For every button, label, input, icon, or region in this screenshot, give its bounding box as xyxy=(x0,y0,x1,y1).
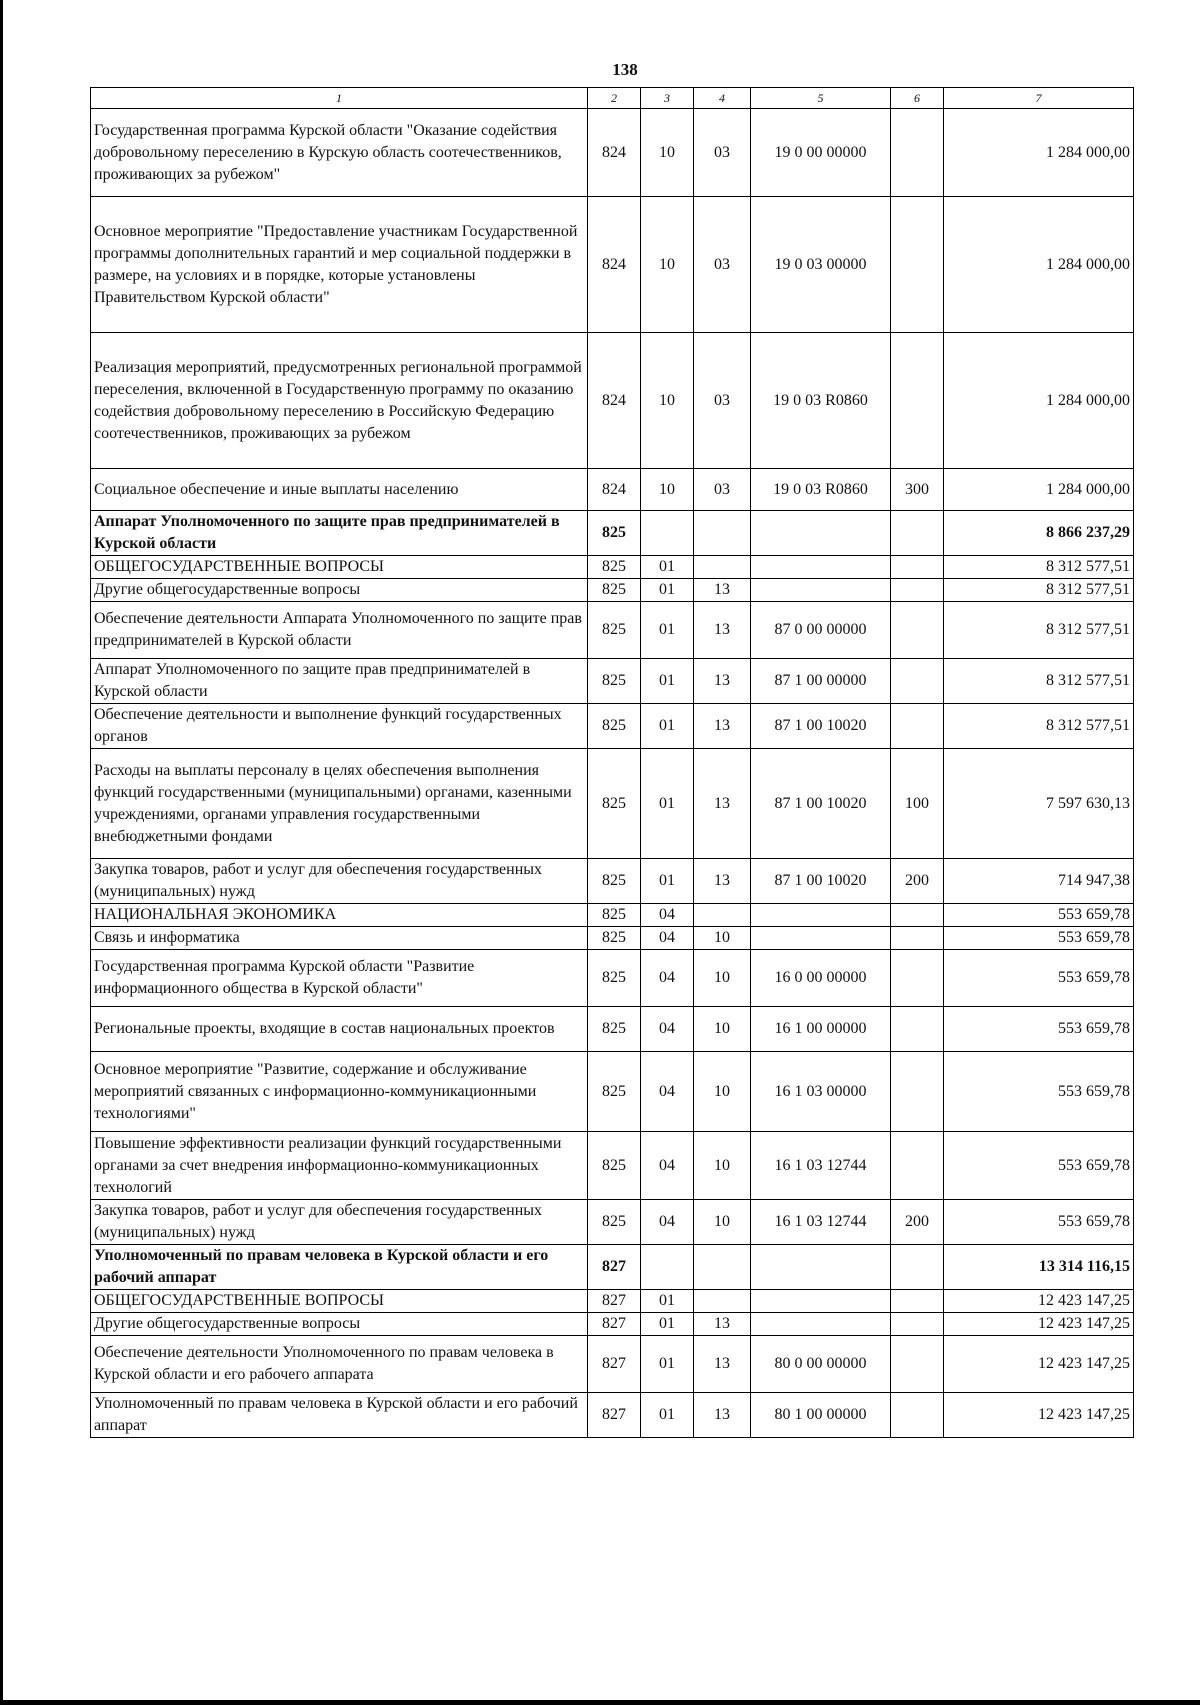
row-csr xyxy=(751,579,891,602)
row-vr xyxy=(891,659,944,704)
row-csr: 16 1 03 12744 xyxy=(751,1132,891,1200)
row-csr: 87 1 00 10020 xyxy=(751,859,891,904)
row-csr xyxy=(751,556,891,579)
row-name: Закупка товаров, работ и услуг для обеспечения государственных (муниципальных) нужд xyxy=(91,859,588,904)
table-row xyxy=(91,1007,1134,1052)
row-name: Аппарат Уполномоченного по защите прав предпринимателей в Курской области xyxy=(91,659,588,704)
table-row xyxy=(91,469,1134,511)
row-rz: 04 xyxy=(641,1052,694,1132)
row-ved: 825 xyxy=(588,1200,641,1245)
table-row xyxy=(91,1052,1134,1132)
table-row xyxy=(91,1132,1134,1200)
row-ved: 824 xyxy=(588,333,641,469)
row-ved: 825 xyxy=(588,556,641,579)
row-sum: 12 423 147,25 xyxy=(944,1290,1134,1313)
row-csr: 19 0 03 R0860 xyxy=(751,333,891,469)
row-name: Основное мероприятие "Развитие, содержание и обслуживание мероприятий связанных с информационно-коммуникационными технологиями" xyxy=(91,1052,588,1132)
row-ved: 827 xyxy=(588,1313,641,1336)
row-sum: 553 659,78 xyxy=(944,950,1134,1007)
row-pr: 10 xyxy=(694,927,751,950)
row-name: ОБЩЕГОСУДАРСТВЕННЫЕ ВОПРОСЫ xyxy=(91,556,588,579)
row-sum: 12 423 147,25 xyxy=(944,1336,1134,1393)
row-pr: 13 xyxy=(694,659,751,704)
row-rz: 10 xyxy=(641,469,694,511)
table-row xyxy=(91,1245,1134,1290)
table-row xyxy=(91,1200,1134,1245)
row-rz: 04 xyxy=(641,1200,694,1245)
row-vr xyxy=(891,333,944,469)
page-number: 138 xyxy=(612,60,638,79)
row-csr: 80 1 00 00000 xyxy=(751,1393,891,1438)
row-vr: 200 xyxy=(891,1200,944,1245)
row-rz: 10 xyxy=(641,109,694,197)
row-ved: 825 xyxy=(588,749,641,859)
row-rz xyxy=(641,1245,694,1290)
row-vr xyxy=(891,1290,944,1313)
row-vr xyxy=(891,602,944,659)
row-vr xyxy=(891,1245,944,1290)
table-row xyxy=(91,579,1134,602)
row-rz: 01 xyxy=(641,1290,694,1313)
row-csr xyxy=(751,1290,891,1313)
scan-edge-left xyxy=(0,0,3,1705)
row-name: Другие общегосударственные вопросы xyxy=(91,1313,588,1336)
row-pr xyxy=(694,556,751,579)
row-ved: 825 xyxy=(588,927,641,950)
row-vr: 300 xyxy=(891,469,944,511)
row-ved: 825 xyxy=(588,659,641,704)
row-csr: 16 1 03 12744 xyxy=(751,1200,891,1245)
row-ved: 825 xyxy=(588,950,641,1007)
row-ved: 827 xyxy=(588,1245,641,1290)
row-name: Региональные проекты, входящие в состав национальных проектов xyxy=(91,1007,588,1052)
row-csr xyxy=(751,927,891,950)
row-pr: 10 xyxy=(694,1052,751,1132)
table-row xyxy=(91,1393,1134,1438)
row-ved: 827 xyxy=(588,1336,641,1393)
row-pr: 13 xyxy=(694,1313,751,1336)
row-ved: 825 xyxy=(588,579,641,602)
row-rz: 01 xyxy=(641,859,694,904)
header-col-3: 3 xyxy=(641,88,694,109)
row-vr xyxy=(891,579,944,602)
row-vr xyxy=(891,109,944,197)
row-csr: 16 0 00 00000 xyxy=(751,950,891,1007)
row-vr xyxy=(891,1393,944,1438)
row-ved: 825 xyxy=(588,602,641,659)
row-name: ОБЩЕГОСУДАРСТВЕННЫЕ ВОПРОСЫ xyxy=(91,1290,588,1313)
row-name: Социальное обеспечение и иные выплаты населению xyxy=(91,469,588,511)
table-row xyxy=(91,556,1134,579)
row-sum: 7 597 630,13 xyxy=(944,749,1134,859)
row-csr: 16 1 00 00000 xyxy=(751,1007,891,1052)
row-sum: 553 659,78 xyxy=(944,1132,1134,1200)
row-ved: 827 xyxy=(588,1393,641,1438)
row-sum: 13 314 116,15 xyxy=(944,1245,1134,1290)
table-row xyxy=(91,859,1134,904)
row-vr xyxy=(891,1007,944,1052)
row-csr: 19 0 00 00000 xyxy=(751,109,891,197)
header-col-6: 6 xyxy=(891,88,944,109)
row-sum: 8 312 577,51 xyxy=(944,579,1134,602)
row-csr: 19 0 03 00000 xyxy=(751,197,891,333)
row-name: Другие общегосударственные вопросы xyxy=(91,579,588,602)
table-row xyxy=(91,333,1134,469)
header-col-4: 4 xyxy=(694,88,751,109)
row-name: Уполномоченный по правам человека в Курской области и его рабочий аппарат xyxy=(91,1245,588,1290)
row-sum: 553 659,78 xyxy=(944,1052,1134,1132)
row-rz: 01 xyxy=(641,602,694,659)
table-row xyxy=(91,659,1134,704)
row-vr xyxy=(891,950,944,1007)
row-sum: 8 866 237,29 xyxy=(944,511,1134,556)
row-csr: 87 1 00 10020 xyxy=(751,749,891,859)
row-rz: 01 xyxy=(641,1393,694,1438)
row-pr: 10 xyxy=(694,950,751,1007)
row-rz: 01 xyxy=(641,749,694,859)
table-row xyxy=(91,109,1134,197)
row-csr: 16 1 03 00000 xyxy=(751,1052,891,1132)
row-ved: 825 xyxy=(588,904,641,927)
row-name: Государственная программа Курской области "Оказание содействия добровольному переселению в Курскую область соотечественников, проживающих за рубежом" xyxy=(91,109,588,197)
row-name: Обеспечение деятельности Уполномоченного по правам человека в Курской области и его рабочего аппарата xyxy=(91,1336,588,1393)
row-pr xyxy=(694,1245,751,1290)
row-pr: 13 xyxy=(694,602,751,659)
row-sum: 553 659,78 xyxy=(944,1007,1134,1052)
table-row xyxy=(91,602,1134,659)
row-sum: 12 423 147,25 xyxy=(944,1313,1134,1336)
table-row xyxy=(91,1313,1134,1336)
row-name: Основное мероприятие "Предоставление участникам Государственной программы дополнительных гарантий и мер социальной поддержки в размере, на условиях и в порядке, которые установлены Правительством Курской области" xyxy=(91,197,588,333)
row-sum: 553 659,78 xyxy=(944,904,1134,927)
row-vr xyxy=(891,197,944,333)
row-name: Связь и информатика xyxy=(91,927,588,950)
row-pr: 13 xyxy=(694,579,751,602)
row-pr: 03 xyxy=(694,109,751,197)
column-number-header xyxy=(91,88,1134,109)
row-pr: 13 xyxy=(694,1336,751,1393)
row-rz: 04 xyxy=(641,1132,694,1200)
row-pr: 13 xyxy=(694,859,751,904)
row-name: Реализация мероприятий, предусмотренных региональной программой переселения, включенной в Государственную программу по оказанию содействия добровольному переселению в Российскую Федерацию соотечественников, проживающих за рубежом xyxy=(91,333,588,469)
row-pr: 13 xyxy=(694,749,751,859)
header-col-5: 5 xyxy=(751,88,891,109)
header-col-1: 1 xyxy=(91,88,588,109)
row-sum: 8 312 577,51 xyxy=(944,704,1134,749)
row-vr xyxy=(891,1132,944,1200)
row-ved: 825 xyxy=(588,704,641,749)
row-sum: 553 659,78 xyxy=(944,927,1134,950)
row-vr xyxy=(891,1052,944,1132)
row-rz: 04 xyxy=(641,950,694,1007)
row-ved: 824 xyxy=(588,197,641,333)
row-pr xyxy=(694,511,751,556)
row-rz: 01 xyxy=(641,704,694,749)
row-rz: 04 xyxy=(641,904,694,927)
row-name: Уполномоченный по правам человека в Курской области и его рабочий аппарат xyxy=(91,1393,588,1438)
row-sum: 714 947,38 xyxy=(944,859,1134,904)
row-pr: 13 xyxy=(694,704,751,749)
row-sum: 1 284 000,00 xyxy=(944,197,1134,333)
table-row xyxy=(91,927,1134,950)
row-pr xyxy=(694,1290,751,1313)
row-vr xyxy=(891,511,944,556)
row-csr: 87 1 00 10020 xyxy=(751,704,891,749)
row-sum: 8 312 577,51 xyxy=(944,556,1134,579)
row-sum: 1 284 000,00 xyxy=(944,333,1134,469)
row-csr: 80 0 00 00000 xyxy=(751,1336,891,1393)
row-name: Повышение эффективности реализации функций государственными органами за счет внедрения информационно-коммуникационных технологий xyxy=(91,1132,588,1200)
row-ved: 827 xyxy=(588,1290,641,1313)
row-vr: 100 xyxy=(891,749,944,859)
row-name: НАЦИОНАЛЬНАЯ ЭКОНОМИКА xyxy=(91,904,588,927)
row-rz: 01 xyxy=(641,556,694,579)
row-rz xyxy=(641,511,694,556)
row-csr xyxy=(751,1245,891,1290)
row-vr xyxy=(891,704,944,749)
budget-table xyxy=(90,87,1134,1438)
row-sum: 1 284 000,00 xyxy=(944,109,1134,197)
row-sum: 12 423 147,25 xyxy=(944,1393,1134,1438)
row-rz: 01 xyxy=(641,1336,694,1393)
row-ved: 825 xyxy=(588,1132,641,1200)
table-row xyxy=(91,749,1134,859)
row-rz: 10 xyxy=(641,333,694,469)
row-csr: 19 0 03 R0860 xyxy=(751,469,891,511)
row-csr: 87 0 00 00000 xyxy=(751,602,891,659)
row-rz: 04 xyxy=(641,927,694,950)
row-rz: 01 xyxy=(641,579,694,602)
row-rz: 01 xyxy=(641,1313,694,1336)
row-vr xyxy=(891,1313,944,1336)
row-vr: 200 xyxy=(891,859,944,904)
row-vr xyxy=(891,1336,944,1393)
row-csr: 87 1 00 00000 xyxy=(751,659,891,704)
row-pr: 10 xyxy=(694,1200,751,1245)
header-col-2: 2 xyxy=(588,88,641,109)
row-ved: 825 xyxy=(588,1052,641,1132)
table-row xyxy=(91,1336,1134,1393)
row-ved: 824 xyxy=(588,469,641,511)
row-vr xyxy=(891,927,944,950)
row-pr: 10 xyxy=(694,1132,751,1200)
row-name: Государственная программа Курской области "Развитие информационного общества в Курской области" xyxy=(91,950,588,1007)
table-row xyxy=(91,1290,1134,1313)
row-ved: 825 xyxy=(588,511,641,556)
row-name: Закупка товаров, работ и услуг для обеспечения государственных (муниципальных) нужд xyxy=(91,1200,588,1245)
row-pr: 03 xyxy=(694,197,751,333)
row-pr: 13 xyxy=(694,1393,751,1438)
row-csr xyxy=(751,511,891,556)
row-vr xyxy=(891,556,944,579)
row-rz: 10 xyxy=(641,197,694,333)
row-rz: 01 xyxy=(641,659,694,704)
table-row xyxy=(91,197,1134,333)
row-sum: 8 312 577,51 xyxy=(944,602,1134,659)
scan-edge-bottom xyxy=(0,1700,1200,1705)
row-pr xyxy=(694,904,751,927)
row-name: Расходы на выплаты персоналу в целях обеспечения выполнения функций государственными (муниципальными) органами, казенными учреждениями, органами управления государственными внебюджетными фондами xyxy=(91,749,588,859)
row-name: Аппарат Уполномоченного по защите прав предпринимателей в Курской области xyxy=(91,511,588,556)
row-pr: 03 xyxy=(694,469,751,511)
row-sum: 553 659,78 xyxy=(944,1200,1134,1245)
row-name: Обеспечение деятельности и выполнение функций государственных органов xyxy=(91,704,588,749)
row-csr xyxy=(751,1313,891,1336)
row-pr: 10 xyxy=(694,1007,751,1052)
row-name: Обеспечение деятельности Аппарата Уполномоченного по защите прав предпринимателей в Курской области xyxy=(91,602,588,659)
row-vr xyxy=(891,904,944,927)
table-row xyxy=(91,704,1134,749)
row-ved: 825 xyxy=(588,1007,641,1052)
row-pr: 03 xyxy=(694,333,751,469)
row-sum: 8 312 577,51 xyxy=(944,659,1134,704)
table-row xyxy=(91,511,1134,556)
row-csr xyxy=(751,904,891,927)
row-ved: 825 xyxy=(588,859,641,904)
table-body xyxy=(91,88,1134,1438)
row-rz: 04 xyxy=(641,1007,694,1052)
header-col-7: 7 xyxy=(944,88,1134,109)
row-sum: 1 284 000,00 xyxy=(944,469,1134,511)
table-row xyxy=(91,950,1134,1007)
row-ved: 824 xyxy=(588,109,641,197)
table-row xyxy=(91,904,1134,927)
